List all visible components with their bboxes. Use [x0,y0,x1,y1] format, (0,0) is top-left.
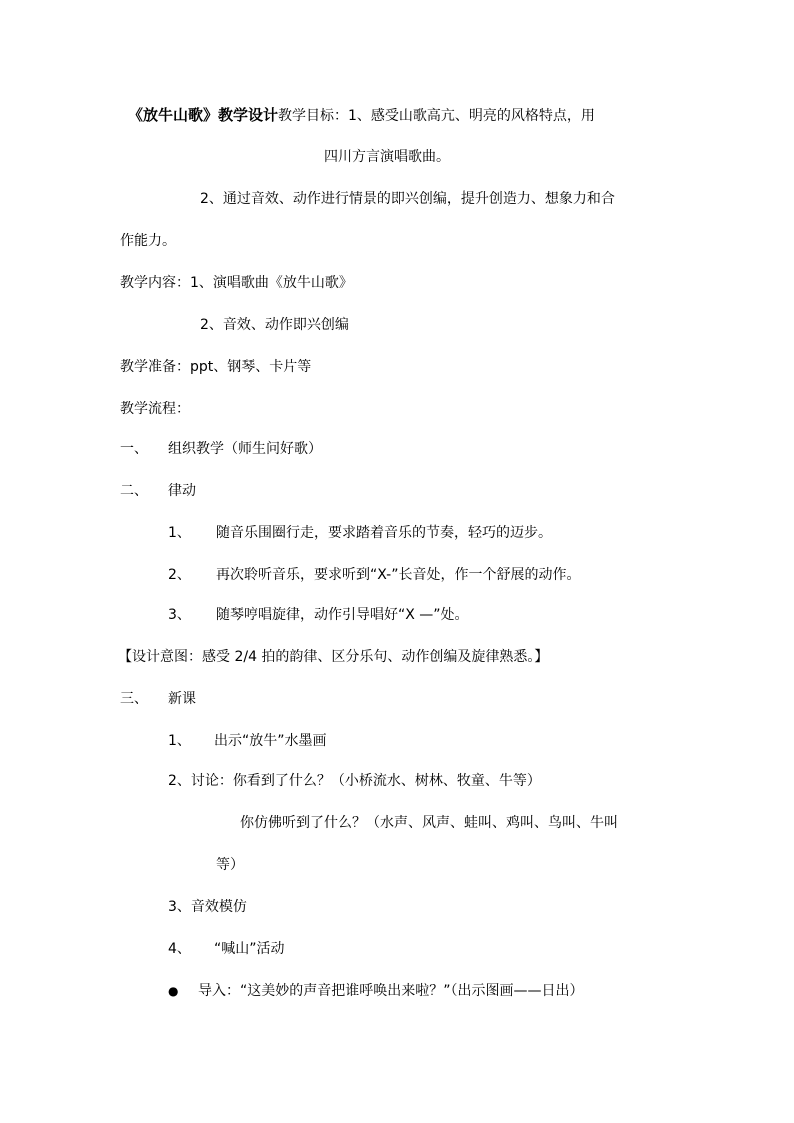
section-2-text: 律动 [168,483,196,499]
objective-1b: 四川方言演唱歌曲。 [324,149,450,165]
design-intent: 【设计意图：感受 2/4 拍的韵律、区分乐句、动作创编及旋律熟悉。】 [118,649,549,665]
section-3-item-2b: 你仿佛听到了什么？（水声、风声、蛙叫、鸡叫、鸟叫、牛叫 [240,815,618,831]
section-2-item [168,523,552,543]
objective-2a: 2、通过音效、动作进行情景的即兴创编，提升创造力、想象力和合 [200,191,615,207]
section-3-item-1 [168,731,327,751]
content-item-2: 2、音效、动作即兴创编 [200,317,349,333]
prep-line: 教学准备：ppt、钢琴、卡片等 [120,359,312,375]
section-2-item-text: 随音乐围圈行走，要求踏着音乐的节奏，轻巧的迈步。 [216,525,552,541]
section-2-item [168,605,469,625]
section-3-item-1-number: 1、 [168,733,191,749]
section-1-text: 组织教学（师生问好歌） [168,441,322,457]
document-title: 《放牛山歌》教学设计 [128,106,279,124]
objective-2b: 作能力。 [120,233,176,249]
section-2-item [168,565,580,585]
objective-1a: 1、感受山歌高亢、明亮的风格特点，用 [348,108,595,124]
section-2-number: 二、 [120,483,148,499]
section-1-number: 一、 [120,441,148,457]
section-3-item-2c: 等） [216,857,244,873]
section-3-item-4-number: 4、 [168,941,191,957]
section-3-item-3: 3、音效模仿 [168,899,247,915]
bullet-icon: ● [168,984,179,998]
section-3-item-1-text: 出示“放牛”水墨画 [214,733,327,749]
title-line [128,105,595,126]
section-2 [120,481,196,501]
section-2-item-number: 2、 [168,567,191,583]
section-3-text: 新课 [168,691,196,707]
section-3-number: 三、 [120,691,148,707]
section-2-item-number: 1、 [168,525,191,541]
flow-label: 教学流程： [120,401,190,417]
section-3-item-4 [168,939,285,959]
content-item-1: 1、演唱歌曲《放牛山歌》 [190,275,353,291]
bullet-line [168,981,584,1001]
section-3-item-4-text: “喊山”活动 [214,941,285,957]
section-2-item-text: 再次聆听音乐，要求听到“X-”长音处，作一个舒展的动作。 [216,567,581,583]
section-3 [120,689,196,709]
content-label: 教学内容： [120,275,190,291]
section-2-item-number: 3、 [168,607,191,623]
objectives-label: 教学目标： [278,108,349,124]
content-line-1 [120,273,353,293]
section-3-item-2: 2、讨论：你看到了什么？（小桥流水、树林、牧童、牛等） [168,773,541,789]
bullet-text: 导入：“这美妙的声音把谁呼唤出来啦？”（出示图画——日出） [198,983,584,999]
section-2-item-text: 随琴哼唱旋律，动作引导唱好“X —”处。 [216,607,469,623]
section-1 [120,439,322,459]
